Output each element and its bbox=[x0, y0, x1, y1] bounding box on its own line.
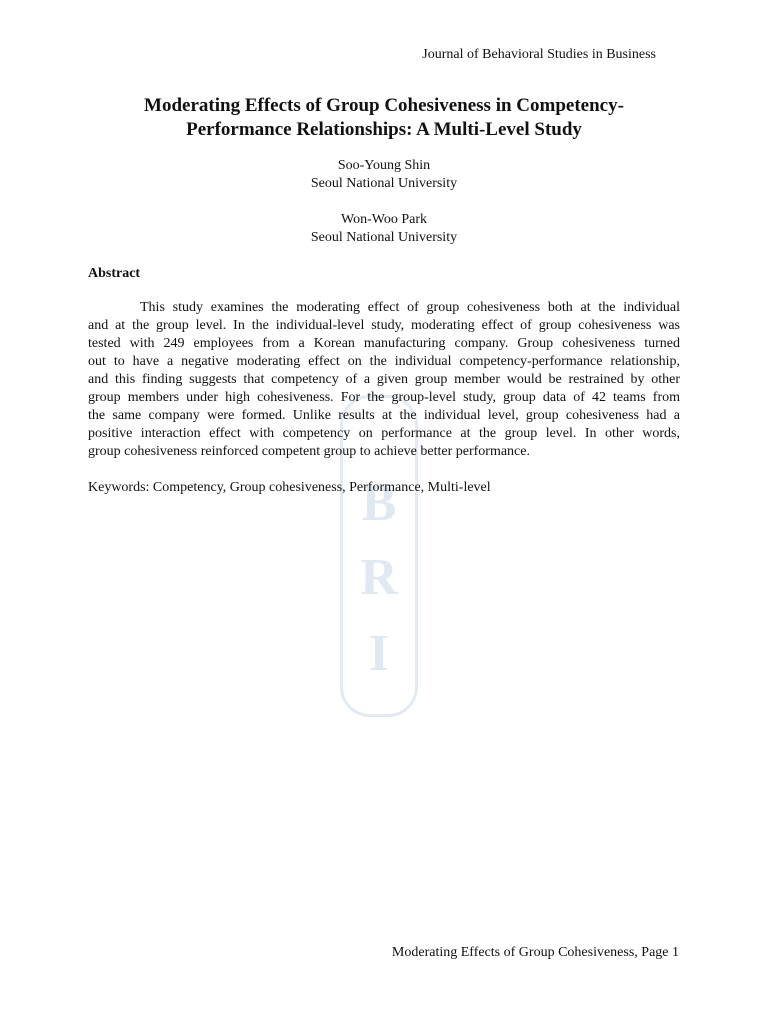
abstract-line: group cohesiveness reinforced competent group to achieve better performance. bbox=[88, 444, 530, 459]
watermark-letter: I bbox=[368, 625, 390, 682]
abstract-line: and at the group level. In the individual-level study, moderating effect of group cohesiveness was bbox=[88, 318, 680, 333]
running-header: Journal of Behavioral Studies in Business bbox=[422, 47, 656, 62]
keywords: Keywords: Competency, Group cohesiveness, Performance, Multi-level bbox=[88, 480, 491, 495]
author-block bbox=[88, 157, 680, 193]
abstract-body bbox=[88, 299, 680, 461]
paper-title bbox=[88, 94, 680, 142]
abstract-heading: Abstract bbox=[88, 266, 141, 281]
title-line: Performance Relationships: A Multi-Level Study bbox=[186, 119, 582, 140]
abstract-line: the same company were formed. Unlike results at the individual level, group cohesiveness had a bbox=[88, 408, 680, 423]
abstract-line: This study examines the moderating effect of group cohesiveness both at the individual bbox=[140, 300, 680, 315]
author-affiliation: Seoul National University bbox=[310, 176, 458, 191]
abstract-line: and this finding suggests that competency of a given group member would be restrained by other bbox=[88, 372, 680, 387]
author-name: Won-Woo Park bbox=[340, 212, 427, 227]
author-block bbox=[88, 211, 680, 247]
watermark-letter: R bbox=[360, 549, 398, 606]
abstract-line: out to have a negative moderating effect on the individual competency-performance relationship, bbox=[88, 354, 680, 369]
watermark-letter: B bbox=[361, 475, 397, 532]
author-name: Soo-Young Shin bbox=[337, 158, 431, 173]
abstract-line: positive interaction effect with competency on performance at the group level. In other words, bbox=[88, 426, 680, 441]
running-footer: Moderating Effects of Group Cohesiveness, Page 1 bbox=[391, 945, 679, 960]
abstract-line: tested with 249 employees from a Korean manufacturing company. Group cohesiveness turned bbox=[88, 336, 680, 351]
abstract-line: group members under high cohesiveness. For the group-level study, group data of 42 teams from bbox=[88, 390, 680, 405]
title-line: Moderating Effects of Group Cohesiveness in Competency- bbox=[144, 95, 624, 116]
author-affiliation: Seoul National University bbox=[310, 230, 458, 245]
